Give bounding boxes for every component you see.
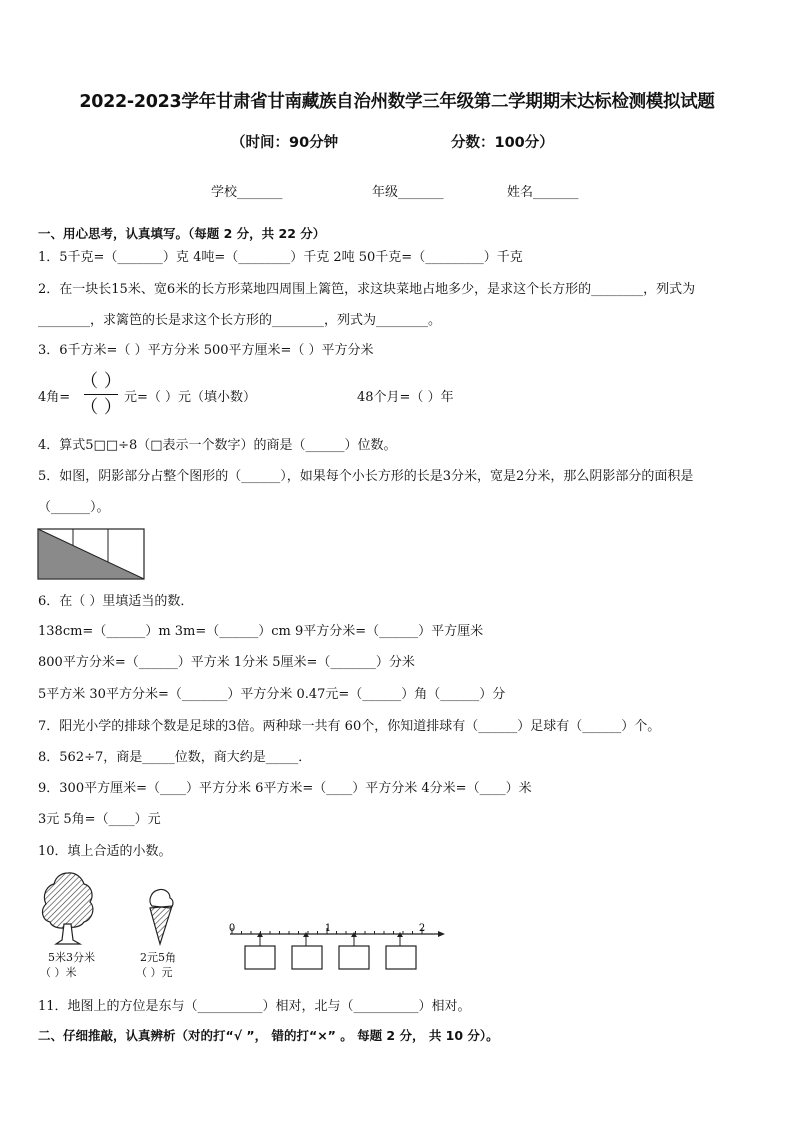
tree-answer-blank: （ ）米 xyxy=(40,966,77,979)
answer-box-3[interactable] xyxy=(339,946,369,969)
tree-height-label: 5米3分米 xyxy=(48,951,95,964)
question-5-line-2: （______）。 xyxy=(38,500,110,515)
question-7: 7．阳光小学的排球个数是足球的3倍。两种球一共有 60个，你知道排球有（______）足球有（______）个。 xyxy=(38,719,661,734)
page-title: 2022-2023学年甘肃省甘南藏族自治州数学三年级第二学期期末达标检测模拟试题 xyxy=(79,92,715,112)
fraction-bar xyxy=(84,394,118,395)
ice-cream-price-label: 2元5角 xyxy=(140,951,176,964)
tree-icon xyxy=(40,870,96,948)
answer-box-2[interactable] xyxy=(292,946,322,969)
tick-label-2: 2 xyxy=(418,923,426,934)
ice-cream-answer-blank: （ ）元 xyxy=(136,966,173,979)
question-6-row-1: 138cm=（______）m 3m=（______）cm 9平方分米=（______）平方厘米 xyxy=(38,624,484,639)
grade-field: 年级_______ xyxy=(372,185,444,200)
question-10: 10．填上合适的小数。 xyxy=(38,844,172,859)
question-3-months: 48个月=（ ）年 xyxy=(357,390,454,405)
question-11: 11．地图上的方位是东与（__________）相对，北与（__________）相对。 xyxy=(38,999,471,1014)
question-1: 1．5千克=（_______）克 4吨=（________）千克 2吨 50千克=（_________）千克 xyxy=(38,250,523,265)
question-8: 8．562÷7，商是_____位数，商大约是_____． xyxy=(38,750,312,765)
question-9-line-1: 9．300平方厘米=（____）平方分米 6平方米=（____）平方分米 4分米=（____）米 xyxy=(38,781,532,796)
exam-time: （时间：90分钟 xyxy=(231,135,339,151)
question-3-jiao-prefix: 4角= xyxy=(38,390,71,405)
ice-cream-icon xyxy=(142,886,178,948)
exam-score: 分数：100分） xyxy=(451,135,554,151)
school-field: 学校_______ xyxy=(211,185,283,200)
question-3-yuan: 元=（ ）元（填小数） xyxy=(124,390,257,405)
fraction-denominator: （ ） xyxy=(80,397,122,418)
question-2-line-2: ________，求篱笆的长是求这个长方形的________，列式为________。 xyxy=(38,313,442,328)
fraction-numerator: （ ） xyxy=(80,371,122,392)
name-field: 姓名_______ xyxy=(507,185,579,200)
question-5-line-1: 5．如图，阴影部分占整个图形的（______），如果每个小长方形的长是3分米，宽是2分米，那么阴影部分的面积是 xyxy=(38,469,694,484)
question-2-line-1: 2．在一块长15米、宽6米的长方形菜地四周围上篱笆，求这块菜地占地多少，是求这个长方形的________，列式为 xyxy=(38,282,696,297)
question-9-line-2: 3元 5角=（____）元 xyxy=(38,812,161,827)
shaded-rectangle-figure xyxy=(37,528,147,582)
number-line xyxy=(224,922,448,972)
section-1-heading: 一、用心思考，认真填写。（每题 2 分，共 22 分） xyxy=(38,226,326,241)
tick-label-0: 0 xyxy=(228,923,236,934)
answer-box-4[interactable] xyxy=(386,946,416,969)
answer-box-1[interactable] xyxy=(245,946,275,969)
question-6-row-2: 800平方分米=（______）平方米 1分米 5厘米=（_______）分米 xyxy=(38,655,415,670)
question-6: 6．在（ ）里填适当的数． xyxy=(38,594,194,609)
question-4: 4．算式5□□÷8（□表示一个数字）的商是（______）位数。 xyxy=(38,438,397,453)
number-line-arrow xyxy=(438,931,445,937)
question-6-row-3: 5平方米 30平方分米=（_______）平方分米 0.47元=（______）角（______）分 xyxy=(38,687,506,702)
fraction-blank xyxy=(78,373,124,417)
question-3-line-1: 3．6千方米=（ ）平方分米 500平方厘米=（ ）平方分米 xyxy=(38,343,374,358)
tick-label-1: 1 xyxy=(324,923,332,934)
section-2-heading: 二、仔细推敲，认真辨析（对的打“√ ”， 错的打“×” 。 每题 2 分， 共 10 分）。 xyxy=(38,1028,499,1043)
